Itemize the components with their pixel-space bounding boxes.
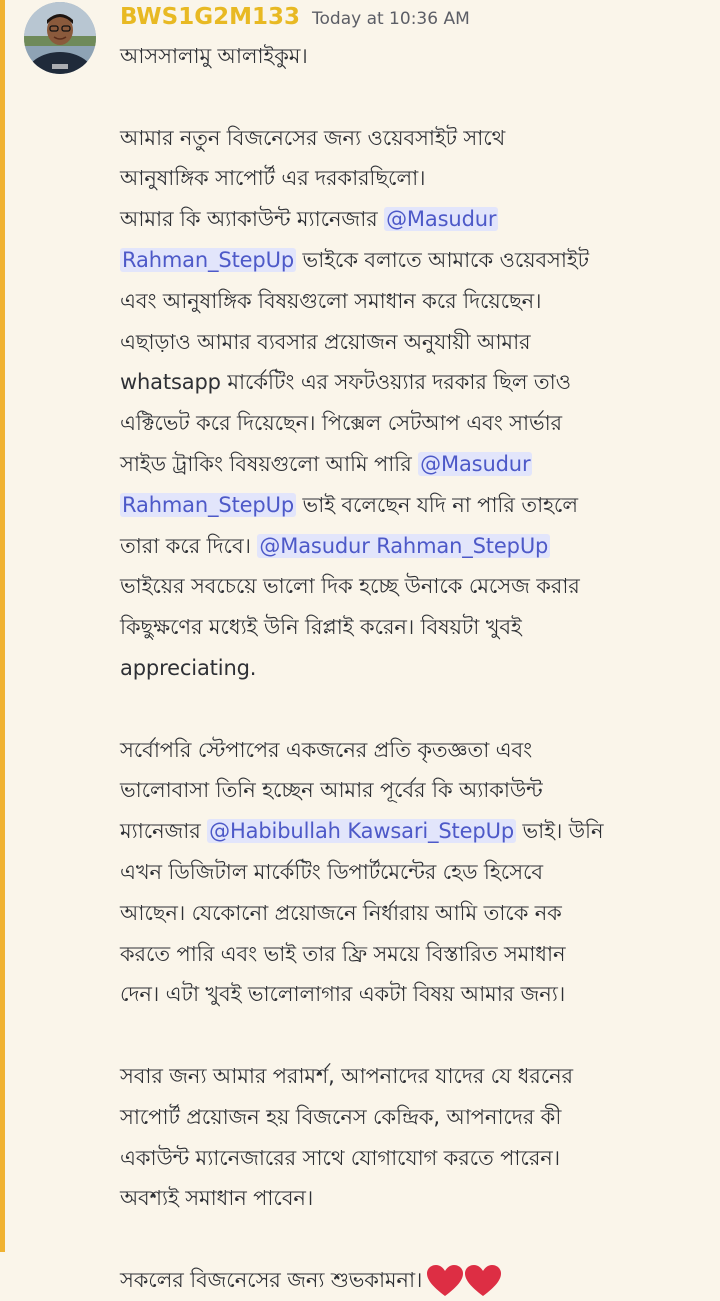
message-line [120, 485, 705, 526]
message-line [120, 403, 705, 444]
red-heart-icon [426, 1264, 464, 1298]
message-line [120, 240, 705, 281]
text: appreciating. [120, 655, 257, 680]
text: একাউন্ট ম্যানেজারের সাথে যোগাযোগ করতে পারেন। [120, 1145, 560, 1170]
user-mention-habibullah[interactable]: @Habibullah Kawsari_StepUp [209, 819, 514, 844]
emoji-group [426, 1264, 502, 1298]
avatar[interactable] [24, 2, 96, 74]
text: সকলের বিজনেসের জন্য শুভকামনা। [120, 1267, 423, 1292]
line-break [120, 77, 705, 118]
message-line [120, 1138, 705, 1179]
text: আনুষাঙ্গিক সাপোর্ট এর দরকারছিলো। [120, 166, 426, 191]
text: এছাড়াও আমার ব্যবসার প্রয়োজন অনুযায়ী আমার [120, 329, 531, 354]
user-mention-masudur[interactable]: @Masudur [386, 207, 497, 232]
text: ভাই বলেছেন যদি না পারি তাহলে [296, 492, 578, 517]
message-line [120, 648, 705, 689]
message-line [120, 281, 705, 322]
message-line [120, 566, 705, 607]
user-mention-masudur[interactable]: @Masudur [420, 451, 531, 476]
text: whatsapp মার্কেটিং এর সফটওয়্যার দরকার ছিল তাও [120, 370, 571, 395]
text: সাইড ট্রাকিং বিষয়গুলো আমি পারি [120, 451, 419, 476]
text: ভাইয়ের সবচেয়ে ভালো দিক হচ্ছে উনাকে মেসেজ করার [120, 574, 580, 599]
message-line [120, 1056, 705, 1097]
message-line [120, 811, 705, 852]
line-break [120, 1015, 705, 1056]
user-mention-masudur[interactable]: @Masudur Rahman_StepUp [259, 533, 549, 558]
text: সর্বোপরি স্টেপাপের একজনের প্রতি কৃতজ্ঞতা এবং [120, 737, 533, 762]
avatar-image [24, 2, 96, 74]
message-line [120, 118, 705, 159]
message-header [120, 4, 470, 34]
message-line [120, 1260, 705, 1301]
message-line [120, 1178, 705, 1219]
user-mention-masudur[interactable]: Rahman_StepUp [122, 492, 295, 517]
message-line [120, 526, 705, 567]
text: সবার জন্য আমার পরামর্শ, আপনাদের যাদের যে ধরনের [120, 1063, 573, 1088]
message-line [120, 322, 705, 363]
text: এখন ডিজিটাল মার্কেটিং ডিপার্টমেন্টের হেড হিসেবে [120, 859, 543, 884]
message-line [120, 934, 705, 975]
text: আমার কি অ্যাকাউন্ট ম্যানেজার [120, 207, 385, 232]
timestamp: Today at 10:36 AM [312, 9, 470, 29]
message-line [120, 158, 705, 199]
username[interactable]: BWS1G2M133 [120, 4, 300, 30]
text: সাপোর্ট প্রয়োজন হয় বিজনেস কেন্দ্রিক, আপনাদের কী [120, 1104, 562, 1129]
line-break [120, 689, 705, 730]
text: এবং আনুষাঙ্গিক বিষয়গুলো সমাধান করে দিয়েছেন। [120, 288, 542, 313]
message-line [120, 607, 705, 648]
text: এক্টিভেট করে দিয়েছেন। পিক্সেল সেটআপ এবং সার্ভার [120, 411, 562, 436]
message-line [120, 852, 705, 893]
message-line [120, 444, 705, 485]
user-mention-masudur[interactable]: Rahman_StepUp [122, 247, 295, 272]
text: তারা করে দিবে। [120, 533, 258, 558]
text: আসসালামু আলাইকুম। [120, 44, 308, 68]
message-line [120, 730, 705, 771]
text: অবশ্যই সমাধান পাবেন। [120, 1186, 314, 1211]
text: ভাই। উনি [516, 819, 604, 844]
text: করতে পারি এবং ভাই তার ফ্রি সময়ে বিস্তারিত সমাধান [120, 941, 566, 966]
message-line [120, 36, 705, 77]
message-line [120, 199, 705, 240]
red-heart-icon [464, 1264, 502, 1298]
text: ভালোবাসা তিনি হচ্ছেন আমার পূর্বের কি অ্যাকাউন্ট [120, 778, 543, 803]
text: ম্যানেজার [120, 819, 208, 844]
message-line [120, 893, 705, 934]
text: দেন। এটা খুবই ভালোলাগার একটা বিষয় আমার জন্য। [120, 982, 566, 1007]
text: আমার নতুন বিজনেসের জন্য ওয়েবসাইট সাথে [120, 125, 506, 150]
text: ভাইকে বলাতে আমাকে ওয়েবসাইট [296, 247, 589, 272]
text: কিছুক্ষণের মধ্যেই উনি রিপ্লাই করেন। বিষয়টা খুবই [120, 615, 522, 640]
text: আছেন। যেকোনো প্রয়োজনে নির্ধারায় আমি তাকে নক [120, 900, 562, 925]
message-line [120, 362, 705, 403]
message-line [120, 1097, 705, 1138]
message-line [120, 770, 705, 811]
message-content [120, 36, 705, 1301]
message-line [120, 974, 705, 1015]
line-break [120, 1219, 705, 1260]
